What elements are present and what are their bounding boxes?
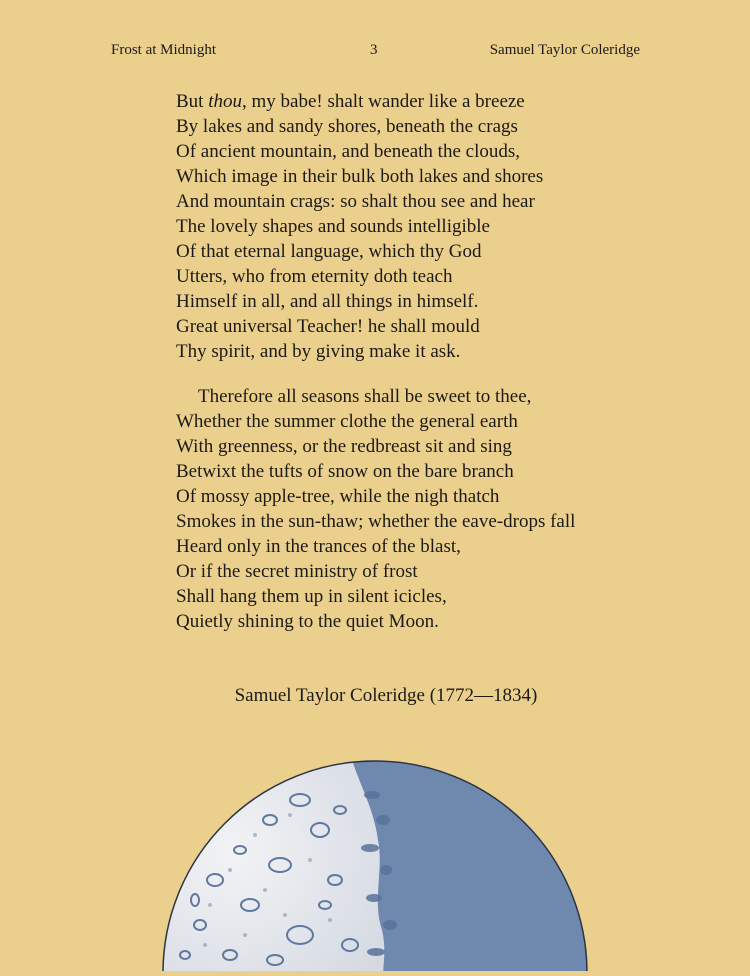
line-text: But (176, 91, 209, 112)
poem-line: The lovely shapes and sounds intelligible (176, 216, 490, 237)
poem-line: Smokes in the sun-thaw; whether the eave-drops fall (176, 511, 576, 532)
header-poem-title: Frost at Midnight (111, 42, 217, 58)
header-author: Samuel Taylor Coleridge (489, 42, 640, 58)
poem-line: Shall hang them up in silent icicles, (176, 586, 447, 607)
poem-line: Betwixt the tufts of snow on the bare branch (176, 461, 514, 482)
moon-icon (0, 760, 750, 971)
poem-line: Of mossy apple-tree, while the nigh thatch (176, 486, 500, 507)
stanza-break (176, 364, 575, 384)
poem-line: Which image in their bulk both lakes and shores (176, 166, 544, 187)
moon-illustration (0, 760, 750, 971)
stanza-1 (176, 89, 575, 364)
poem-line: Utters, who from eternity doth teach (176, 266, 453, 287)
poem-body (176, 89, 575, 634)
poem-line: Heard only in the trances of the blast, (176, 536, 461, 557)
poem-line: Thy spirit, and by giving make it ask. (176, 341, 461, 362)
line-text: , my babe! shalt wander like a breeze (241, 91, 525, 112)
poem-line: Of ancient mountain, and beneath the clouds, (176, 141, 521, 162)
poem-line: Or if the secret ministry of frost (176, 561, 418, 582)
poem-line: And mountain crags: so shalt thou see and hear (176, 191, 535, 212)
stanza-2 (176, 384, 575, 634)
running-header (0, 42, 750, 64)
poem-line: Therefore all seasons shall be sweet to thee, (198, 386, 532, 407)
poem-line (176, 89, 575, 114)
poem-line: Whether the summer clothe the general earth (176, 411, 518, 432)
header-page-number: 3 (370, 42, 378, 58)
poem-line: Quietly shining to the quiet Moon. (176, 611, 439, 632)
poem-line: By lakes and sandy shores, beneath the crags (176, 116, 518, 137)
poem-line: Himself in all, and all things in himself. (176, 291, 479, 312)
poem-line: Great universal Teacher! he shall mould (176, 316, 480, 337)
emphasis-word: thou (208, 91, 242, 112)
poem-line: With greenness, or the redbreast sit and sing (176, 436, 512, 457)
poem-line: Of that eternal language, which thy God (176, 241, 482, 262)
author-attribution: Samuel Taylor Coleridge (1772—1834) (234, 685, 538, 706)
